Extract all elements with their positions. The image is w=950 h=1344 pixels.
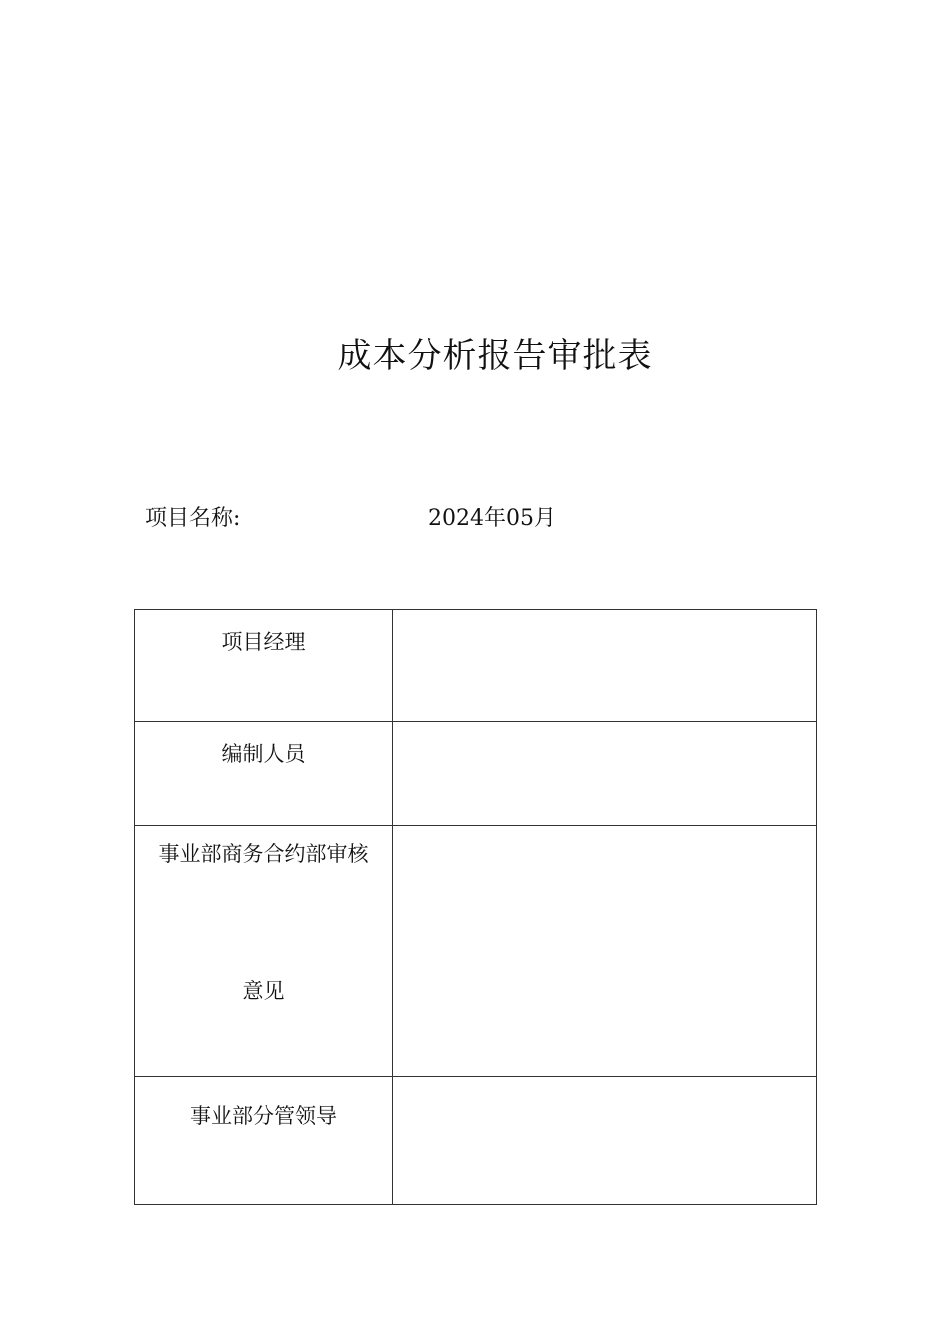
row-label-cell <box>135 826 393 1077</box>
row-value-division-leader <box>393 1077 817 1205</box>
row-label-compiler: 编制人员 <box>221 742 306 766</box>
row-label-cell <box>135 722 393 826</box>
approval-table <box>134 609 817 1205</box>
table-row <box>135 1077 817 1205</box>
row-value-contract-review <box>393 826 817 1077</box>
row-value-project-manager <box>393 610 817 722</box>
table-row <box>135 722 817 826</box>
row-label-contract-review: 事业部商务合约部审核 <box>158 842 369 866</box>
project-name-label: 项目名称: <box>145 506 241 531</box>
table-row <box>135 610 817 722</box>
table-row <box>135 826 817 1077</box>
row-label-contract-review-line2: 意见 <box>242 979 285 1003</box>
document-title: 成本分析报告审批表 <box>337 336 653 376</box>
row-label-cell <box>135 610 393 722</box>
row-label-cell <box>135 1077 393 1205</box>
row-value-compiler <box>393 722 817 826</box>
report-date: 2024年05月 <box>428 506 556 531</box>
row-label-division-leader: 事业部分管领导 <box>190 1104 337 1128</box>
row-label-project-manager: 项目经理 <box>221 630 306 654</box>
